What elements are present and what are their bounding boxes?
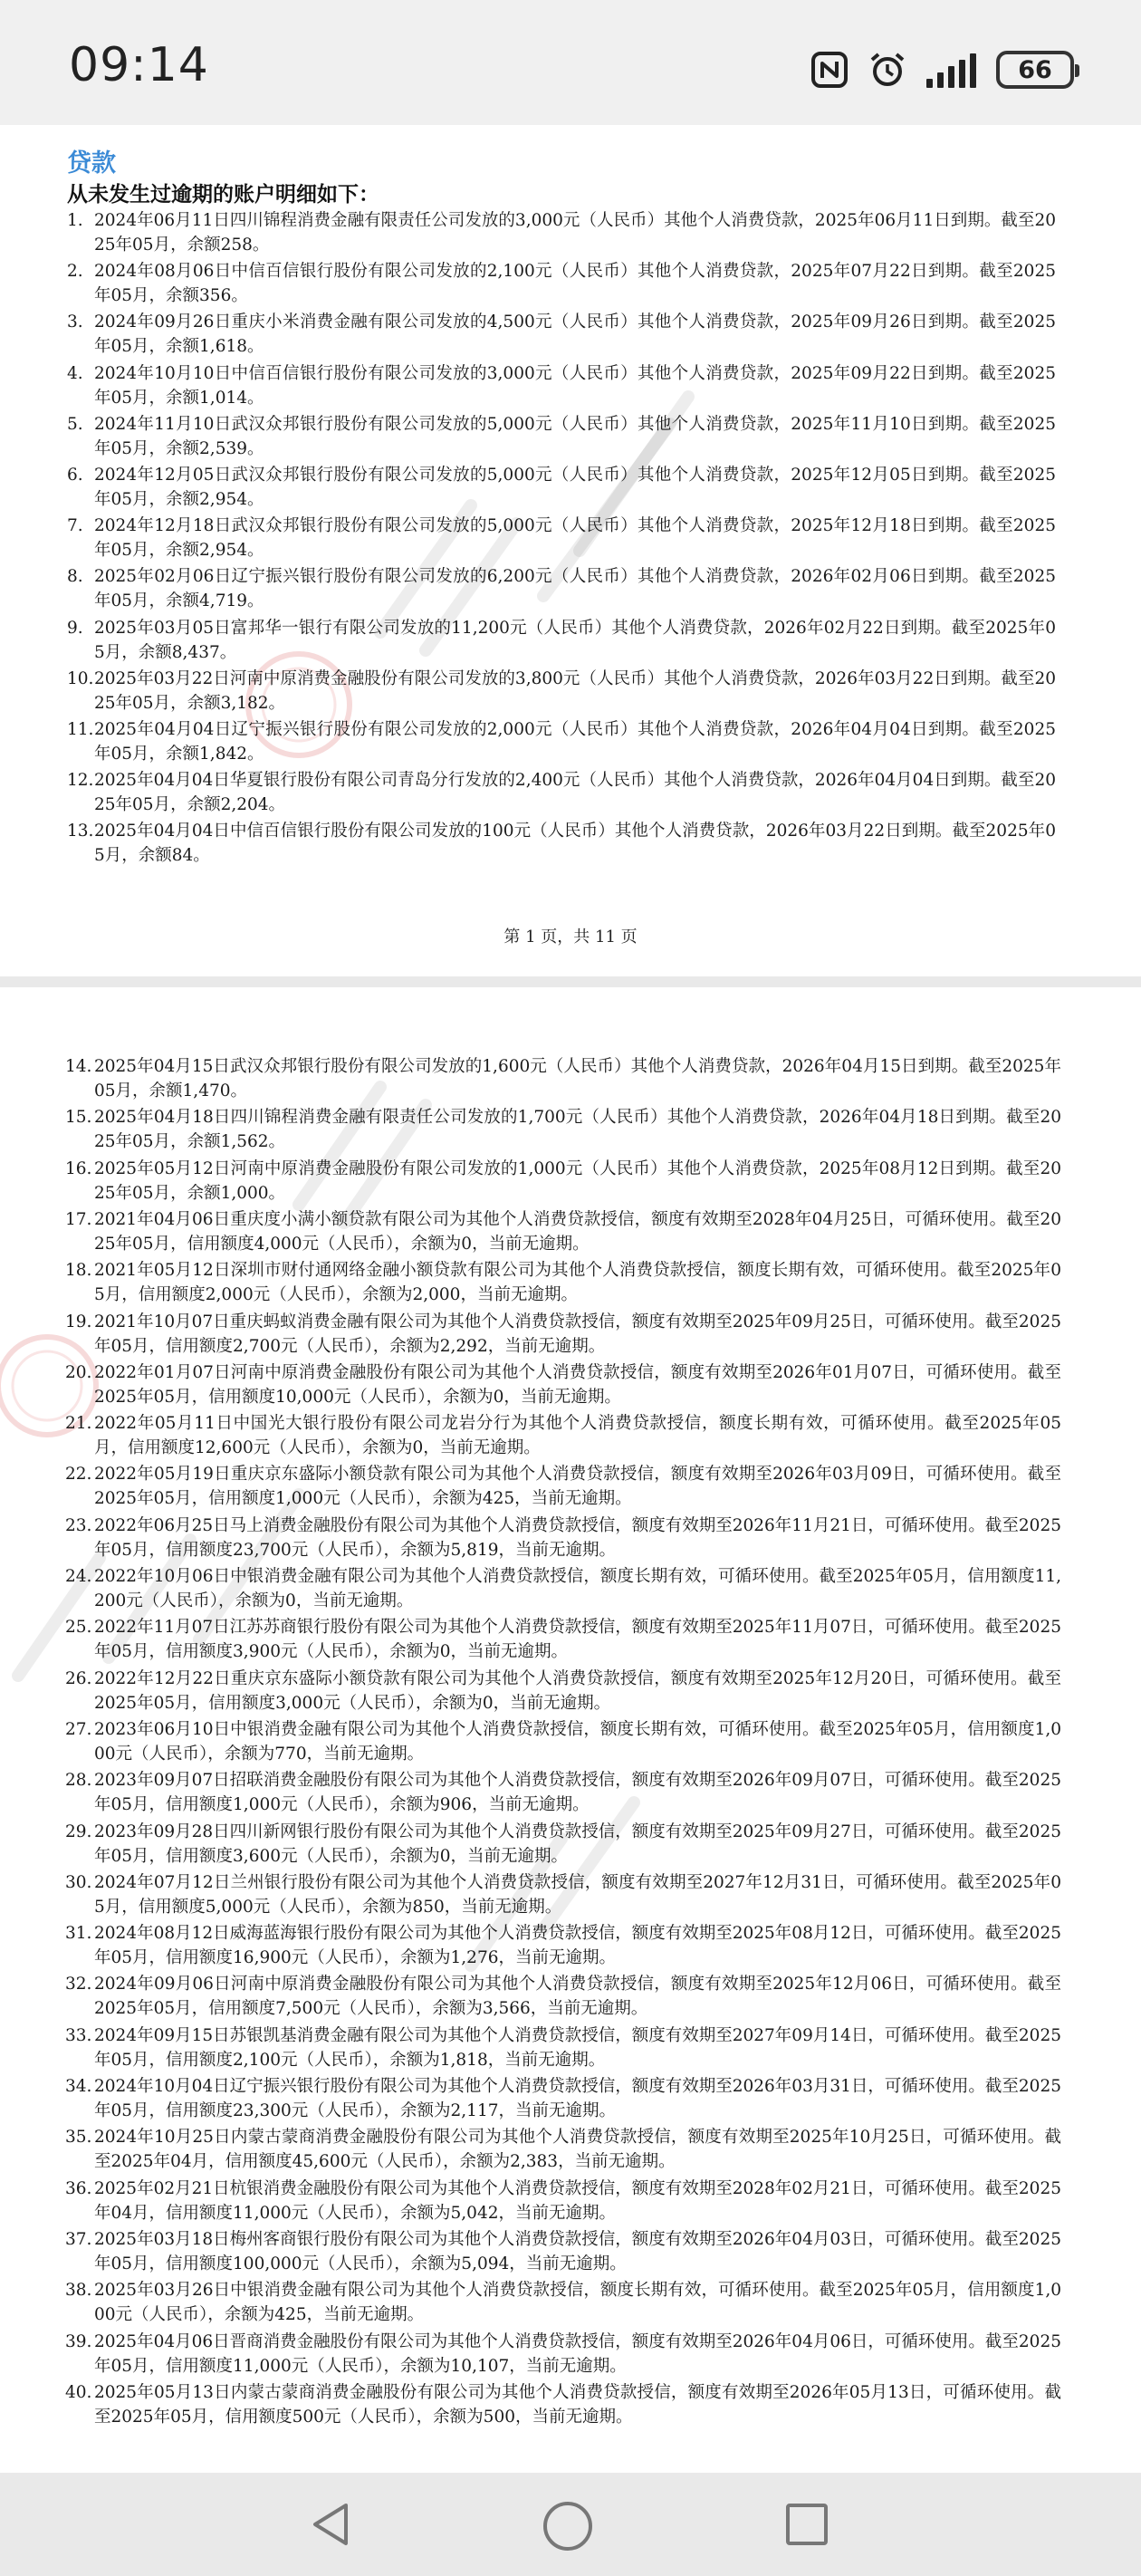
item-number: 37. bbox=[65, 2229, 92, 2249]
item-number: 31. bbox=[65, 1924, 92, 1944]
item-number: 8. bbox=[67, 567, 83, 587]
item-number: 20. bbox=[65, 1362, 92, 1382]
item-number: 35. bbox=[65, 2128, 92, 2148]
item-text: 2021年05月12日深圳市财付通网络金融小额贷款有限公司为其他个人消费贷款授信，额度长期有效，可循环使用。截至2025年05月，信用额度2,000元（人民币），余额为2,000，当前无逾期。 bbox=[94, 1261, 1061, 1305]
report-page-2 bbox=[0, 987, 1141, 2473]
back-icon[interactable] bbox=[308, 2500, 353, 2549]
navigation-bar bbox=[0, 2473, 1141, 2576]
item-text: 2025年04月04日中信百信银行股份有限公司发放的100元（人民币）其他个人消费贷款，2026年03月22日到期。截至2025年05月，余额84。 bbox=[94, 822, 1056, 866]
item-text: 2022年12月22日重庆京东盛际小额贷款有限公司为其他个人消费贷款授信，额度有效期至2025年12月20日，可循环使用。截至2025年05月，信用额度3,000元（人民币），余额为0，当前无逾期。 bbox=[94, 1668, 1061, 1713]
item-text: 2024年09月15日苏银凯基消费金融有限公司为其他个人消费贷款授信，额度有效期至2027年09月14日，可循环使用。截至2025年05月，信用额度2,100元（人民币），余额为1,818，当前无逾期。 bbox=[94, 2025, 1061, 2070]
item-number: 23. bbox=[65, 1515, 92, 1535]
signal-icon bbox=[926, 52, 976, 88]
item-text: 2025年04月04日辽宁振兴银行股份有限公司发放的2,000元（人民币）其他个人消费贷款，2026年04月04日到期。截至2025年05月，余额1,842。 bbox=[94, 720, 1056, 764]
item-text: 2025年04月18日四川锦程消费金融有限责任公司发放的1,700元（人民币）其他个人消费贷款，2026年04月18日到期。截至2025年05月，余额1,562。 bbox=[94, 1108, 1061, 1152]
item-number: 33. bbox=[65, 2025, 92, 2045]
item-text: 2021年10月07日重庆蚂蚁消费金融有限公司为其他个人消费贷款授信，额度有效期至2025年09月25日，可循环使用。截至2025年05月，信用额度2,700元（人民币），余额为2,292，当前无逾期。 bbox=[94, 1312, 1061, 1356]
status-icons bbox=[810, 47, 1074, 92]
item-text: 2025年03月22日河南中原消费金融股份有限公司发放的3,800元（人民币）其他个人消费贷款，2026年03月22日到期。截至2025年05月，余额3,182。 bbox=[94, 668, 1056, 713]
item-number: 13. bbox=[67, 822, 94, 841]
item-number: 3. bbox=[67, 312, 83, 332]
item-number: 1. bbox=[67, 211, 83, 230]
item-number: 32. bbox=[65, 1975, 92, 1994]
item-text: 2022年05月11日中国光大银行股份有限公司龙岩分行为其他个人消费贷款授信，额度长期有效，可循环使用。截至2025年05月，信用额度12,600元（人民币），余额为0，当前无逾期。 bbox=[94, 1414, 1061, 1458]
item-text: 2025年03月18日梅州客商银行股份有限公司为其他个人消费贷款授信，额度有效期至2026年04月03日，可循环使用。截至2025年05月，信用额度100,000元（人民币），余额为5,094，当前无逾期。 bbox=[94, 2229, 1061, 2273]
item-number: 5. bbox=[67, 414, 83, 434]
item-text: 2024年06月11日四川锦程消费金融有限责任公司发放的3,000元（人民币）其他个人消费贷款，2025年06月11日到期。截至2025年05月，余额258。 bbox=[94, 211, 1056, 255]
item-number: 14. bbox=[65, 1057, 92, 1076]
item-number: 9. bbox=[67, 618, 83, 638]
item-text: 2023年06月10日中银消费金融有限公司为其他个人消费贷款授信，额度长期有效，可循环使用。截至2025年05月，信用额度1,000元（人民币），余额为770，当前无逾期。 bbox=[94, 1719, 1061, 1764]
item-number: 16. bbox=[65, 1158, 92, 1178]
status-bar bbox=[0, 0, 1141, 125]
item-number: 30. bbox=[65, 1872, 92, 1892]
item-number: 34. bbox=[65, 2077, 92, 2096]
section-title: 贷款 bbox=[67, 149, 116, 178]
item-number: 12. bbox=[67, 771, 94, 791]
item-number: 15. bbox=[65, 1108, 92, 1128]
item-number: 28. bbox=[65, 1771, 92, 1791]
item-number: 6. bbox=[67, 466, 83, 485]
item-number: 4. bbox=[67, 363, 83, 383]
status-time: 09:14 bbox=[69, 38, 209, 92]
item-number: 17. bbox=[65, 1209, 92, 1229]
item-text: 2025年04月04日华夏银行股份有限公司青岛分行发放的2,400元（人民币）其他个人消费贷款，2026年04月04日到期。截至2025年05月，余额2,204。 bbox=[94, 771, 1056, 815]
item-number: 26. bbox=[65, 1668, 92, 1688]
nfc-icon bbox=[810, 51, 849, 89]
item-number: 10. bbox=[67, 668, 94, 688]
item-text: 2022年10月06日中银消费金融有限公司为其他个人消费贷款授信，额度长期有效，可循环使用。截至2025年05月，信用额度11,200元（人民币），余额为0，当前无逾期。 bbox=[94, 1567, 1061, 1610]
item-number: 25. bbox=[65, 1618, 92, 1638]
recents-icon[interactable] bbox=[786, 2504, 828, 2545]
item-text: 2025年04月06日晋商消费金融股份有限公司为其他个人消费贷款授信，额度有效期至2026年04月06日，可循环使用。截至2025年05月，信用额度11,000元（人民币），余额为10,107，当前无逾期。 bbox=[94, 2331, 1061, 2376]
item-text: 2023年09月07日招联消费金融股份有限公司为其他个人消费贷款授信，额度有效期至2026年09月07日，可循环使用。截至2025年05月，信用额度1,000元（人民币），余额为906，当前无逾期。 bbox=[94, 1771, 1061, 1815]
report-page-1 bbox=[0, 125, 1141, 976]
item-number: 24. bbox=[65, 1567, 92, 1586]
item-text: 2024年12月05日武汉众邦银行股份有限公司发放的5,000元（人民币）其他个人消费贷款，2025年12月05日到期。截至2025年05月，余额2,954。 bbox=[94, 466, 1056, 509]
item-text: 2024年10月10日中信百信银行股份有限公司发放的3,000元（人民币）其他个人消费贷款，2025年09月22日到期。截至2025年05月，余额1,014。 bbox=[94, 363, 1056, 408]
item-number: 39. bbox=[65, 2331, 92, 2351]
item-number: 11. bbox=[67, 720, 94, 739]
item-number: 19. bbox=[65, 1312, 92, 1331]
item-number: 38. bbox=[65, 2281, 92, 2301]
item-text: 2025年02月06日辽宁振兴银行股份有限公司发放的6,200元（人民币）其他个人消费贷款，2026年02月06日到期。截至2025年05月，余额4,719。 bbox=[94, 567, 1056, 611]
item-text: 2024年10月25日内蒙古蒙商消费金融股份有限公司为其他个人消费贷款授信，额度有效期至2025年10月25日，可循环使用。截至2025年04月，信用额度45,600元（人民币），余额为2,383，当前无逾期。 bbox=[94, 2128, 1061, 2172]
item-text: 2025年04月15日武汉众邦银行股份有限公司发放的1,600元（人民币）其他个人消费贷款，2026年04月15日到期。截至2025年05月，余额1,470。 bbox=[94, 1057, 1061, 1101]
item-text: 2025年02月21日杭银消费金融股份有限公司为其他个人消费贷款授信，额度有效期至2028年02月21日，可循环使用。截至2025年04月，信用额度11,000元（人民币），余额为5,042，当前无逾期。 bbox=[94, 2178, 1061, 2223]
item-text: 2025年03月05日富邦华一银行有限公司发放的11,200元（人民币）其他个人消费贷款，2026年02月22日到期。截至2025年05月，余额8,437。 bbox=[94, 618, 1056, 662]
item-text: 2025年03月26日中银消费金融有限公司为其他个人消费贷款授信，额度长期有效，可循环使用。截至2025年05月，信用额度1,000元（人民币），余额为425，当前无逾期。 bbox=[94, 2281, 1061, 2325]
item-text: 2022年11月07日江苏苏商银行股份有限公司为其他个人消费贷款授信，额度有效期至2025年11月07日，可循环使用。截至2025年05月，信用额度3,900元（人民币），余额为0，当前无逾期。 bbox=[94, 1618, 1061, 1662]
item-text: 2024年09月06日河南中原消费金融股份有限公司为其他个人消费贷款授信，额度有效期至2025年12月06日，可循环使用。截至2025年05月，信用额度7,500元（人民币），余额为3,566，当前无逾期。 bbox=[94, 1975, 1061, 2019]
item-text: 2021年04月06日重庆度小满小额贷款有限公司为其他个人消费贷款授信，额度有效期至2028年04月25日，可循环使用。截至2025年05月，信用额度4,000元（人民币），余额为0，当前无逾期。 bbox=[94, 1209, 1061, 1254]
item-text: 2024年11月10日武汉众邦银行股份有限公司发放的5,000元（人民币）其他个人消费贷款，2025年11月10日到期。截至2025年05月，余额2,539。 bbox=[94, 414, 1056, 458]
item-number: 40. bbox=[65, 2382, 92, 2402]
item-text: 2024年08月12日威海蓝海银行股份有限公司为其他个人消费贷款授信，额度有效期至2025年08月12日，可循环使用。截至2025年05月，信用额度16,900元（人民币），余额为1,276，当前无逾期。 bbox=[94, 1924, 1061, 1968]
item-text: 2022年05月19日重庆京东盛际小额贷款有限公司为其他个人消费贷款授信，额度有效期至2026年03月09日，可循环使用。截至2025年05月，信用额度1,000元（人民币），余额为425，当前无逾期。 bbox=[94, 1465, 1061, 1509]
item-text: 2025年05月12日河南中原消费金融股份有限公司发放的1,000元（人民币）其他个人消费贷款，2025年08月12日到期。截至2025年05月，余额1,000。 bbox=[94, 1158, 1061, 1203]
battery-icon: 66 bbox=[996, 51, 1074, 89]
item-number: 2. bbox=[67, 262, 83, 282]
item-text: 2022年01月07日河南中原消费金融股份有限公司为其他个人消费贷款授信，额度有效期至2026年01月07日，可循环使用。截至2025年05月，信用额度10,000元（人民币），余额为0，当前无逾期。 bbox=[94, 1362, 1061, 1407]
item-number: 29. bbox=[65, 1821, 92, 1841]
item-number: 27. bbox=[65, 1719, 92, 1739]
item-number: 7. bbox=[67, 516, 83, 536]
item-number: 18. bbox=[65, 1261, 92, 1281]
home-icon[interactable] bbox=[543, 2502, 592, 2551]
item-text: 2024年09月26日重庆小米消费金融有限公司发放的4,500元（人民币）其他个人消费贷款，2025年09月26日到期。截至2025年05月，余额1,618。 bbox=[94, 312, 1056, 357]
item-text: 2022年06月25日马上消费金融股份有限公司为其他个人消费贷款授信，额度有效期至2026年11月21日，可循环使用。截至2025年05月，信用额度23,700元（人民币），余额为5,819，当前无逾期。 bbox=[94, 1515, 1061, 1560]
item-text: 2025年05月13日内蒙古蒙商消费金融股份有限公司为其他个人消费贷款授信，额度有效期至2026年05月13日，可循环使用。截至2025年05月，信用额度500元（人民币），余额为500，当前无逾期。 bbox=[94, 2382, 1061, 2427]
item-text: 2024年12月18日武汉众邦银行股份有限公司发放的5,000元（人民币）其他个人消费贷款，2025年12月18日到期。截至2025年05月，余额2,954。 bbox=[94, 516, 1056, 561]
section-intro: 从未发生过逾期的账户明细如下： bbox=[67, 183, 379, 207]
item-number: 36. bbox=[65, 2178, 92, 2198]
item-number: 22. bbox=[65, 1465, 92, 1485]
item-text: 2023年09月28日四川新网银行股份有限公司为其他个人消费贷款授信，额度有效期至2025年09月27日，可循环使用。截至2025年05月，信用额度3,600元（人民币），余额为0，当前无逾期。 bbox=[94, 1821, 1061, 1866]
item-text: 2024年08月06日中信百信银行股份有限公司发放的2,100元（人民币）其他个人消费贷款，2025年07月22日到期。截至2025年05月，余额356。 bbox=[94, 262, 1056, 306]
item-text: 2024年07月12日兰州银行股份有限公司为其他个人消费贷款授信，额度有效期至2027年12月31日，可循环使用。截至2025年05月，信用额度5,000元（人民币），余额为850，当前无逾期。 bbox=[94, 1872, 1061, 1917]
item-number: 21. bbox=[65, 1414, 92, 1434]
alarm-icon bbox=[868, 51, 906, 89]
item-text: 2024年10月04日辽宁振兴银行股份有限公司为其他个人消费贷款授信，额度有效期至2026年03月31日，可循环使用。截至2025年05月，信用额度23,300元（人民币），余额为2,117，当前无逾期。 bbox=[94, 2077, 1061, 2120]
page-number: 第 1 页，共 11 页 bbox=[503, 928, 638, 947]
